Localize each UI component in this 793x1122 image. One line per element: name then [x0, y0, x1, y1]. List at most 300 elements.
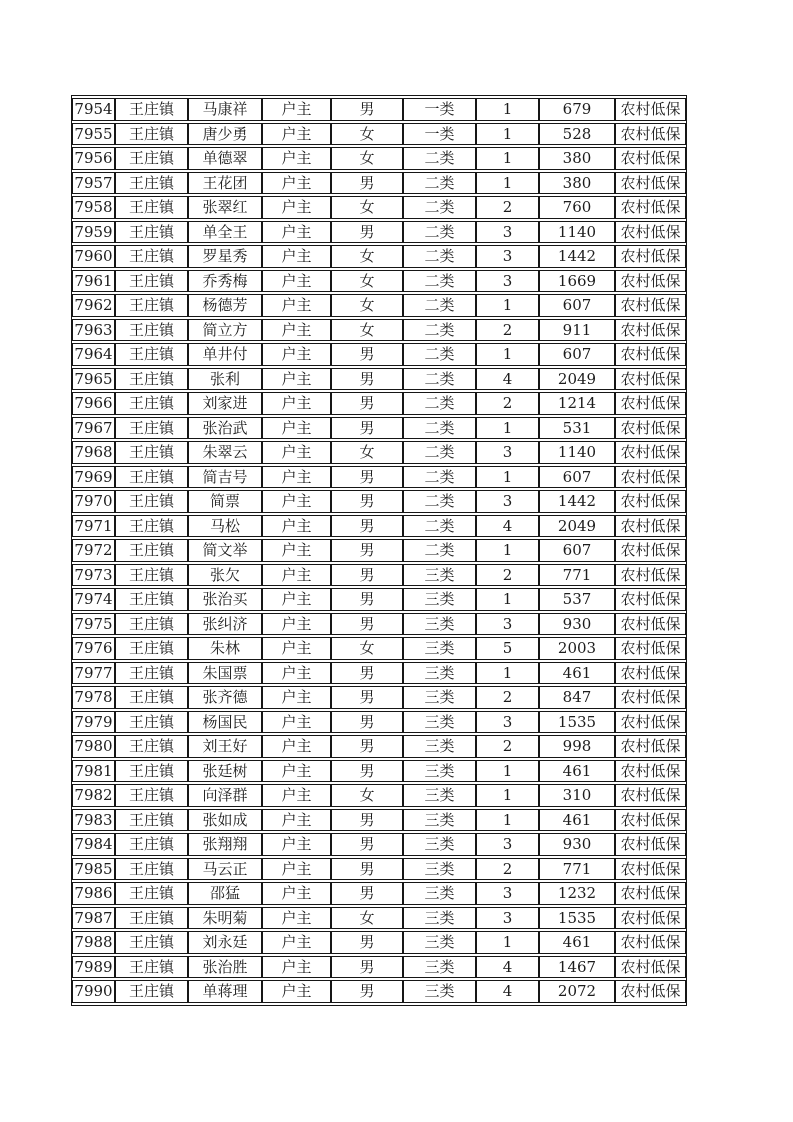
cell-gender: 男	[331, 662, 403, 685]
cell-household-size: 1	[476, 539, 539, 562]
cell-gender: 男	[331, 980, 403, 1003]
cell-category: 二类	[403, 319, 476, 342]
table-row	[72, 539, 686, 562]
cell-town: 王庄镇	[115, 662, 188, 685]
table-row	[72, 441, 686, 464]
cell-town: 王庄镇	[115, 613, 188, 636]
cell-category: 二类	[403, 490, 476, 513]
cell-benefit-type: 农村低保	[615, 907, 686, 930]
cell-town: 王庄镇	[115, 588, 188, 611]
table-row	[72, 907, 686, 930]
cell-relation: 户主	[262, 980, 331, 1003]
cell-household-size: 1	[476, 147, 539, 170]
cell-gender: 女	[331, 294, 403, 317]
cell-category: 二类	[403, 417, 476, 440]
cell-amount: 531	[539, 417, 615, 440]
cell-name: 朱国票	[188, 662, 262, 685]
cell-town: 王庄镇	[115, 515, 188, 538]
cell-town: 王庄镇	[115, 833, 188, 856]
cell-amount: 1140	[539, 441, 615, 464]
cell-household-size: 1	[476, 760, 539, 783]
cell-name: 张如成	[188, 809, 262, 832]
cell-category: 三类	[403, 662, 476, 685]
table-row	[72, 490, 686, 513]
cell-serial-number: 7960	[72, 245, 115, 268]
cell-benefit-type: 农村低保	[615, 613, 686, 636]
cell-serial-number: 7959	[72, 221, 115, 244]
cell-household-size: 2	[476, 196, 539, 219]
cell-category: 三类	[403, 980, 476, 1003]
cell-relation: 户主	[262, 172, 331, 195]
cell-category: 三类	[403, 858, 476, 881]
cell-town: 王庄镇	[115, 147, 188, 170]
cell-town: 王庄镇	[115, 196, 188, 219]
cell-relation: 户主	[262, 245, 331, 268]
cell-relation: 户主	[262, 858, 331, 881]
cell-town: 王庄镇	[115, 343, 188, 366]
cell-household-size: 3	[476, 441, 539, 464]
cell-relation: 户主	[262, 613, 331, 636]
cell-name: 单全王	[188, 221, 262, 244]
cell-town: 王庄镇	[115, 956, 188, 979]
cell-household-size: 3	[476, 907, 539, 930]
cell-benefit-type: 农村低保	[615, 564, 686, 587]
cell-household-size: 4	[476, 956, 539, 979]
cell-name: 杨国民	[188, 711, 262, 734]
cell-gender: 男	[331, 417, 403, 440]
cell-gender: 女	[331, 270, 403, 293]
cell-town: 王庄镇	[115, 490, 188, 513]
cell-relation: 户主	[262, 343, 331, 366]
table-row	[72, 515, 686, 538]
cell-name: 朱林	[188, 637, 262, 660]
cell-serial-number: 7980	[72, 735, 115, 758]
cell-benefit-type: 农村低保	[615, 98, 686, 121]
cell-serial-number: 7978	[72, 686, 115, 709]
cell-household-size: 2	[476, 319, 539, 342]
cell-name: 简文举	[188, 539, 262, 562]
cell-town: 王庄镇	[115, 417, 188, 440]
cell-household-size: 1	[476, 123, 539, 146]
cell-serial-number: 7966	[72, 392, 115, 415]
cell-serial-number: 7954	[72, 98, 115, 121]
cell-serial-number: 7957	[72, 172, 115, 195]
cell-gender: 男	[331, 343, 403, 366]
cell-category: 二类	[403, 392, 476, 415]
table-row	[72, 858, 686, 881]
cell-amount: 1535	[539, 711, 615, 734]
cell-amount: 998	[539, 735, 615, 758]
cell-amount: 2003	[539, 637, 615, 660]
cell-relation: 户主	[262, 907, 331, 930]
cell-amount: 771	[539, 564, 615, 587]
cell-relation: 户主	[262, 417, 331, 440]
cell-category: 三类	[403, 711, 476, 734]
cell-serial-number: 7976	[72, 637, 115, 660]
cell-name: 单井付	[188, 343, 262, 366]
cell-benefit-type: 农村低保	[615, 196, 686, 219]
cell-serial-number: 7968	[72, 441, 115, 464]
cell-town: 王庄镇	[115, 245, 188, 268]
cell-gender: 男	[331, 735, 403, 758]
cell-benefit-type: 农村低保	[615, 588, 686, 611]
cell-serial-number: 7970	[72, 490, 115, 513]
cell-category: 三类	[403, 907, 476, 930]
cell-relation: 户主	[262, 490, 331, 513]
cell-name: 简吉号	[188, 466, 262, 489]
cell-category: 一类	[403, 98, 476, 121]
cell-amount: 461	[539, 931, 615, 954]
cell-gender: 男	[331, 858, 403, 881]
cell-serial-number: 7961	[72, 270, 115, 293]
cell-household-size: 3	[476, 613, 539, 636]
cell-amount: 380	[539, 147, 615, 170]
cell-gender: 女	[331, 123, 403, 146]
cell-amount: 461	[539, 662, 615, 685]
cell-gender: 男	[331, 221, 403, 244]
cell-relation: 户主	[262, 956, 331, 979]
cell-category: 三类	[403, 637, 476, 660]
table-row	[72, 172, 686, 195]
cell-gender: 男	[331, 833, 403, 856]
table-row	[72, 760, 686, 783]
cell-category: 三类	[403, 956, 476, 979]
cell-name: 罗星秀	[188, 245, 262, 268]
table-body	[72, 98, 686, 1003]
cell-benefit-type: 农村低保	[615, 515, 686, 538]
cell-category: 二类	[403, 270, 476, 293]
cell-benefit-type: 农村低保	[615, 686, 686, 709]
cell-relation: 户主	[262, 515, 331, 538]
cell-household-size: 1	[476, 294, 539, 317]
cell-relation: 户主	[262, 735, 331, 758]
cell-category: 三类	[403, 564, 476, 587]
cell-relation: 户主	[262, 147, 331, 170]
cell-relation: 户主	[262, 637, 331, 660]
cell-town: 王庄镇	[115, 441, 188, 464]
cell-serial-number: 7988	[72, 931, 115, 954]
cell-relation: 户主	[262, 564, 331, 587]
cell-amount: 537	[539, 588, 615, 611]
cell-gender: 男	[331, 760, 403, 783]
table-row	[72, 784, 686, 807]
cell-serial-number: 7971	[72, 515, 115, 538]
cell-household-size: 3	[476, 711, 539, 734]
cell-relation: 户主	[262, 294, 331, 317]
cell-category: 二类	[403, 368, 476, 391]
cell-gender: 男	[331, 515, 403, 538]
cell-gender: 男	[331, 98, 403, 121]
cell-household-size: 1	[476, 172, 539, 195]
cell-town: 王庄镇	[115, 368, 188, 391]
cell-relation: 户主	[262, 588, 331, 611]
cell-gender: 女	[331, 784, 403, 807]
cell-name: 朱明菊	[188, 907, 262, 930]
cell-serial-number: 7965	[72, 368, 115, 391]
table-row	[72, 319, 686, 342]
cell-gender: 男	[331, 956, 403, 979]
cell-amount: 607	[539, 466, 615, 489]
cell-amount: 1442	[539, 490, 615, 513]
cell-amount: 930	[539, 833, 615, 856]
cell-benefit-type: 农村低保	[615, 735, 686, 758]
cell-gender: 男	[331, 711, 403, 734]
cell-serial-number: 7982	[72, 784, 115, 807]
cell-name: 乔秀梅	[188, 270, 262, 293]
cell-name: 张治武	[188, 417, 262, 440]
cell-benefit-type: 农村低保	[615, 784, 686, 807]
table-row	[72, 735, 686, 758]
cell-relation: 户主	[262, 686, 331, 709]
cell-name: 简立方	[188, 319, 262, 342]
cell-household-size: 1	[476, 98, 539, 121]
cell-benefit-type: 农村低保	[615, 441, 686, 464]
cell-town: 王庄镇	[115, 294, 188, 317]
cell-town: 王庄镇	[115, 809, 188, 832]
cell-gender: 女	[331, 196, 403, 219]
cell-name: 刘永廷	[188, 931, 262, 954]
cell-gender: 男	[331, 809, 403, 832]
cell-serial-number: 7979	[72, 711, 115, 734]
cell-serial-number: 7985	[72, 858, 115, 881]
cell-relation: 户主	[262, 123, 331, 146]
cell-name: 张治胜	[188, 956, 262, 979]
cell-serial-number: 7956	[72, 147, 115, 170]
cell-name: 唐少勇	[188, 123, 262, 146]
table-row	[72, 343, 686, 366]
cell-household-size: 1	[476, 662, 539, 685]
cell-town: 王庄镇	[115, 319, 188, 342]
cell-name: 向泽群	[188, 784, 262, 807]
cell-relation: 户主	[262, 368, 331, 391]
cell-household-size: 1	[476, 466, 539, 489]
cell-category: 三类	[403, 588, 476, 611]
cell-relation: 户主	[262, 833, 331, 856]
cell-benefit-type: 农村低保	[615, 172, 686, 195]
cell-gender: 男	[331, 539, 403, 562]
cell-benefit-type: 农村低保	[615, 980, 686, 1003]
table-row	[72, 392, 686, 415]
cell-name: 马松	[188, 515, 262, 538]
cell-category: 三类	[403, 931, 476, 954]
table-row	[72, 662, 686, 685]
cell-name: 简票	[188, 490, 262, 513]
cell-town: 王庄镇	[115, 564, 188, 587]
cell-benefit-type: 农村低保	[615, 662, 686, 685]
cell-relation: 户主	[262, 392, 331, 415]
cell-category: 二类	[403, 441, 476, 464]
cell-town: 王庄镇	[115, 637, 188, 660]
table-row	[72, 956, 686, 979]
cell-name: 张利	[188, 368, 262, 391]
cell-amount: 1467	[539, 956, 615, 979]
cell-town: 王庄镇	[115, 907, 188, 930]
cell-serial-number: 7958	[72, 196, 115, 219]
cell-amount: 847	[539, 686, 615, 709]
cell-name: 张廷树	[188, 760, 262, 783]
cell-benefit-type: 农村低保	[615, 466, 686, 489]
cell-amount: 760	[539, 196, 615, 219]
cell-amount: 1214	[539, 392, 615, 415]
cell-name: 张翔翔	[188, 833, 262, 856]
cell-name: 张纠济	[188, 613, 262, 636]
cell-household-size: 2	[476, 392, 539, 415]
table-row	[72, 637, 686, 660]
cell-amount: 911	[539, 319, 615, 342]
cell-household-size: 4	[476, 368, 539, 391]
cell-category: 二类	[403, 343, 476, 366]
cell-amount: 528	[539, 123, 615, 146]
cell-benefit-type: 农村低保	[615, 221, 686, 244]
cell-gender: 男	[331, 931, 403, 954]
cell-category: 三类	[403, 760, 476, 783]
cell-town: 王庄镇	[115, 466, 188, 489]
cell-benefit-type: 农村低保	[615, 539, 686, 562]
cell-gender: 男	[331, 564, 403, 587]
cell-category: 二类	[403, 147, 476, 170]
cell-gender: 女	[331, 147, 403, 170]
cell-amount: 679	[539, 98, 615, 121]
cell-household-size: 3	[476, 490, 539, 513]
table-row	[72, 466, 686, 489]
cell-category: 二类	[403, 539, 476, 562]
cell-gender: 女	[331, 319, 403, 342]
cell-amount: 1442	[539, 245, 615, 268]
cell-amount: 1669	[539, 270, 615, 293]
cell-benefit-type: 农村低保	[615, 368, 686, 391]
cell-benefit-type: 农村低保	[615, 123, 686, 146]
cell-amount: 461	[539, 809, 615, 832]
cell-benefit-type: 农村低保	[615, 833, 686, 856]
cell-category: 二类	[403, 294, 476, 317]
cell-benefit-type: 农村低保	[615, 760, 686, 783]
cell-name: 杨德芳	[188, 294, 262, 317]
cell-household-size: 3	[476, 270, 539, 293]
cell-town: 王庄镇	[115, 784, 188, 807]
cell-category: 二类	[403, 515, 476, 538]
cell-category: 三类	[403, 809, 476, 832]
cell-benefit-type: 农村低保	[615, 956, 686, 979]
cell-benefit-type: 农村低保	[615, 417, 686, 440]
table-row	[72, 245, 686, 268]
cell-serial-number: 7981	[72, 760, 115, 783]
cell-benefit-type: 农村低保	[615, 809, 686, 832]
cell-gender: 男	[331, 882, 403, 905]
cell-name: 刘家进	[188, 392, 262, 415]
cell-town: 王庄镇	[115, 711, 188, 734]
cell-name: 张治买	[188, 588, 262, 611]
cell-gender: 男	[331, 466, 403, 489]
cell-town: 王庄镇	[115, 392, 188, 415]
table-row	[72, 270, 686, 293]
cell-household-size: 4	[476, 980, 539, 1003]
cell-town: 王庄镇	[115, 760, 188, 783]
cell-town: 王庄镇	[115, 735, 188, 758]
cell-amount: 380	[539, 172, 615, 195]
cell-serial-number: 7989	[72, 956, 115, 979]
cell-category: 一类	[403, 123, 476, 146]
cell-town: 王庄镇	[115, 539, 188, 562]
cell-household-size: 1	[476, 588, 539, 611]
cell-gender: 男	[331, 613, 403, 636]
cell-town: 王庄镇	[115, 221, 188, 244]
cell-household-size: 1	[476, 343, 539, 366]
cell-benefit-type: 农村低保	[615, 343, 686, 366]
cell-category: 二类	[403, 172, 476, 195]
cell-serial-number: 7969	[72, 466, 115, 489]
cell-serial-number: 7955	[72, 123, 115, 146]
cell-town: 王庄镇	[115, 931, 188, 954]
cell-category: 三类	[403, 784, 476, 807]
table-row	[72, 147, 686, 170]
cell-relation: 户主	[262, 931, 331, 954]
table-row	[72, 882, 686, 905]
cell-amount: 771	[539, 858, 615, 881]
cell-gender: 女	[331, 441, 403, 464]
cell-town: 王庄镇	[115, 98, 188, 121]
cell-category: 三类	[403, 833, 476, 856]
table-row	[72, 123, 686, 146]
cell-name: 单蒋理	[188, 980, 262, 1003]
cell-serial-number: 7963	[72, 319, 115, 342]
cell-benefit-type: 农村低保	[615, 490, 686, 513]
cell-serial-number: 7987	[72, 907, 115, 930]
cell-benefit-type: 农村低保	[615, 270, 686, 293]
cell-relation: 户主	[262, 760, 331, 783]
cell-relation: 户主	[262, 221, 331, 244]
cell-serial-number: 7962	[72, 294, 115, 317]
cell-relation: 户主	[262, 270, 331, 293]
cell-category: 三类	[403, 735, 476, 758]
cell-gender: 女	[331, 245, 403, 268]
table-row	[72, 613, 686, 636]
cell-household-size: 3	[476, 221, 539, 244]
cell-household-size: 2	[476, 735, 539, 758]
cell-serial-number: 7972	[72, 539, 115, 562]
cell-amount: 607	[539, 539, 615, 562]
table-row	[72, 196, 686, 219]
table-row	[72, 980, 686, 1003]
table-row	[72, 588, 686, 611]
cell-household-size: 1	[476, 809, 539, 832]
cell-category: 二类	[403, 245, 476, 268]
cell-gender: 女	[331, 637, 403, 660]
cell-household-size: 1	[476, 417, 539, 440]
cell-household-size: 3	[476, 882, 539, 905]
cell-amount: 1535	[539, 907, 615, 930]
cell-gender: 男	[331, 686, 403, 709]
cell-amount: 607	[539, 294, 615, 317]
cell-category: 二类	[403, 196, 476, 219]
cell-name: 朱翠云	[188, 441, 262, 464]
cell-serial-number: 7984	[72, 833, 115, 856]
cell-town: 王庄镇	[115, 686, 188, 709]
cell-household-size: 2	[476, 858, 539, 881]
cell-benefit-type: 农村低保	[615, 245, 686, 268]
cell-serial-number: 7986	[72, 882, 115, 905]
table-row	[72, 294, 686, 317]
cell-benefit-type: 农村低保	[615, 319, 686, 342]
cell-serial-number: 7967	[72, 417, 115, 440]
cell-amount: 1232	[539, 882, 615, 905]
cell-household-size: 5	[476, 637, 539, 660]
cell-amount: 930	[539, 613, 615, 636]
cell-relation: 户主	[262, 662, 331, 685]
table-row	[72, 368, 686, 391]
cell-amount: 1140	[539, 221, 615, 244]
cell-amount: 2049	[539, 368, 615, 391]
cell-relation: 户主	[262, 882, 331, 905]
